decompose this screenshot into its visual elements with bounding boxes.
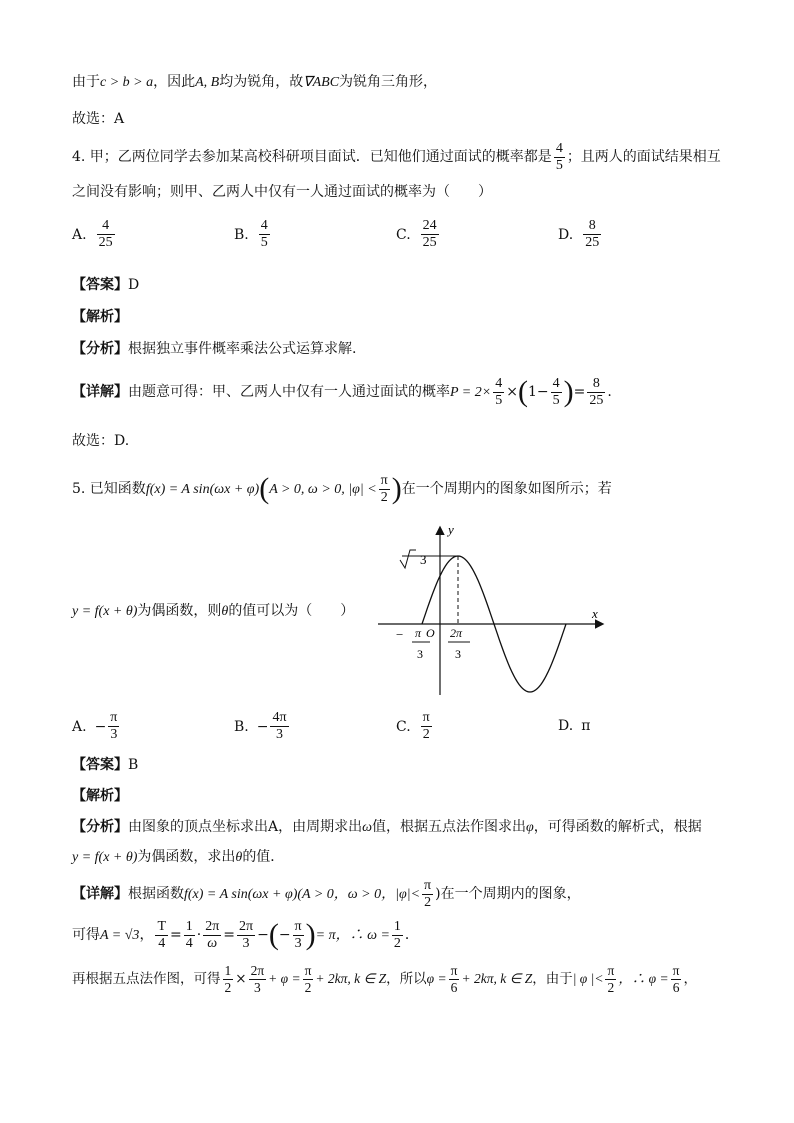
- paren-left: (: [259, 472, 270, 505]
- q4-stem-line2: 之间没有影响；则甲、乙两人中仅有一人通过面试的概率为（ ）: [72, 184, 492, 200]
- numerator: T: [157, 918, 166, 934]
- text: 值，根据五点法作图求出: [372, 819, 526, 835]
- option-letter: A.: [72, 226, 87, 243]
- q4-option-a: [72, 218, 117, 251]
- xiangjie-tag: 【详解】: [72, 384, 128, 400]
- text: 由题意可得：甲、乙两人中仅有一人通过面试的概率: [128, 384, 450, 400]
- numerator: 8: [583, 218, 601, 235]
- math: φ =: [426, 971, 447, 986]
- option-letter: D.: [558, 718, 574, 734]
- q4-xiangjie: [72, 372, 612, 413]
- paren-left: (: [268, 918, 279, 951]
- denominator: 25: [589, 392, 604, 408]
- text: ，: [139, 927, 154, 943]
- math: ∇ABC: [303, 75, 340, 90]
- fraction: [554, 141, 565, 174]
- answer-value: B: [128, 757, 139, 773]
- text: )在一个周期内的图象，: [435, 886, 581, 902]
- math: P = 2×: [450, 385, 492, 400]
- denominator: 4: [158, 935, 166, 951]
- analysis-tag: 【解析】: [72, 309, 128, 325]
- q5-option-d: [558, 718, 590, 734]
- answer-value: D: [128, 277, 140, 293]
- numerator: π: [450, 963, 458, 978]
- numerator: 2π: [205, 918, 220, 934]
- text: 再根据五点法作图，可得: [72, 971, 221, 987]
- denominator: 5: [555, 157, 563, 173]
- q5-option-a: [72, 710, 121, 743]
- xiangjie-tag: 【详解】: [72, 886, 128, 902]
- origin-label: O: [426, 626, 435, 640]
- fraction: [155, 919, 168, 952]
- denominator: 3: [294, 935, 302, 951]
- option-value: [95, 710, 122, 743]
- math: ×: [235, 971, 247, 987]
- sqrt-value: 3: [420, 552, 427, 567]
- fraction: [237, 919, 255, 952]
- q5-analysis-tag: [72, 787, 128, 805]
- denominator: 25: [98, 235, 113, 250]
- text: .: [607, 384, 612, 400]
- numerator: 4: [555, 140, 563, 156]
- q4-option-b: [234, 218, 272, 251]
- math: =: [573, 384, 586, 400]
- paren-right: ): [391, 472, 402, 505]
- denominator: 6: [672, 980, 680, 995]
- text: 根据函数: [128, 886, 184, 902]
- denominator: 2: [224, 980, 232, 995]
- text: ，: [683, 971, 697, 987]
- math: ω: [362, 820, 372, 835]
- numerator: π: [294, 918, 302, 934]
- denominator: 5: [495, 392, 503, 408]
- numerator: 1: [224, 963, 232, 978]
- denominator: 3: [276, 727, 284, 742]
- denominator: 5: [260, 235, 268, 250]
- option-letter: C.: [396, 718, 411, 735]
- math: A, B: [195, 75, 220, 90]
- option-letter: C.: [396, 226, 411, 243]
- math: | φ |<: [572, 971, 604, 986]
- fraction: [97, 218, 115, 251]
- denominator: 6: [450, 980, 458, 995]
- choose-line: 故选：A: [72, 111, 125, 127]
- fraction: [422, 878, 433, 911]
- math: = π，∴ ω =: [315, 928, 390, 943]
- numerator: 1: [185, 918, 193, 934]
- fraction: [671, 963, 682, 996]
- sine-graph: [370, 520, 610, 700]
- math: + 2kπ, k ∈ Z: [315, 971, 387, 986]
- y-axis-label: y: [448, 522, 454, 537]
- numerator: 2π: [239, 918, 254, 934]
- text: 为锐角三角形，: [339, 74, 438, 90]
- q5-fenxi-line1: [72, 818, 702, 837]
- numerator: 4π: [272, 710, 287, 725]
- fraction: [270, 710, 288, 743]
- denominator: 2: [424, 894, 432, 910]
- paren-left: (: [517, 375, 528, 408]
- fraction: [259, 218, 270, 251]
- math: f(x) = A sin(ωx + φ)(A > 0: [184, 887, 334, 902]
- q4-fenxi: [72, 340, 356, 358]
- fraction: [587, 376, 605, 409]
- answer-tag: 【答案】: [72, 757, 128, 773]
- denominator: 2: [607, 980, 615, 995]
- q5-stem-line1: [72, 470, 612, 509]
- option-value: [257, 710, 291, 743]
- numerator: 2π: [250, 963, 265, 978]
- text: ，由于: [532, 971, 573, 987]
- pos-label-den: 3: [455, 647, 461, 661]
- answer-tag: 【答案】: [72, 277, 128, 293]
- math: c > b > a: [100, 75, 154, 90]
- denominator: 4: [185, 935, 193, 951]
- text: 为偶函数，求出: [137, 849, 236, 865]
- sign: −: [256, 718, 269, 735]
- paren-right: ): [305, 918, 316, 951]
- q5-xiangjie-line3: [72, 960, 697, 998]
- q4-answer: [72, 276, 139, 294]
- numerator: π: [380, 472, 388, 488]
- denominator: 25: [422, 235, 437, 250]
- pos-label-num: 2π: [450, 626, 463, 640]
- text: ，所以: [386, 971, 427, 987]
- math: ，|φ|<: [381, 887, 421, 902]
- math: ，∴ φ =: [618, 971, 669, 986]
- fraction: [421, 710, 432, 743]
- fraction: [303, 963, 314, 996]
- math: ×: [506, 384, 518, 400]
- fraction: [203, 919, 221, 952]
- math: φ: [526, 820, 534, 835]
- numerator: 4: [552, 375, 560, 391]
- text: 由图象的顶点坐标求出A，由周期求出: [128, 819, 363, 835]
- q5-option-c: [396, 710, 434, 743]
- fraction: [421, 218, 439, 251]
- q5-option-b: [234, 710, 291, 743]
- denominator: ω: [207, 935, 218, 951]
- math: y = f(x + θ): [72, 604, 138, 619]
- text: 为偶函数，则: [137, 603, 222, 619]
- analysis-tag: 【解析】: [72, 788, 128, 804]
- paren-right: ): [563, 375, 574, 408]
- q4-option-c: [396, 218, 441, 251]
- math: θ: [221, 604, 229, 619]
- denominator: 25: [585, 235, 600, 250]
- fraction: [605, 963, 616, 996]
- neg-label-num: π: [415, 626, 422, 640]
- fenxi-tag: 【分析】: [72, 819, 128, 835]
- q4-stem-line1: [72, 140, 721, 174]
- denominator: 2: [380, 489, 388, 505]
- text: 的值可以为（ ）: [228, 603, 355, 619]
- text: 在一个周期内的图象如图所示；若: [401, 481, 612, 497]
- numerator: π: [304, 963, 312, 978]
- option-value: π: [581, 718, 591, 734]
- text: 由于: [72, 74, 100, 90]
- math: θ: [235, 850, 243, 865]
- q5-xiangjie-line2: [72, 916, 419, 955]
- denominator: 2: [422, 727, 430, 742]
- denominator: 5: [552, 392, 560, 408]
- option-letter: D.: [558, 226, 574, 243]
- numerator: π: [110, 710, 118, 725]
- text: 4. 甲；乙两位同学去参加某高校科研项目面试．已知他们通过面试的概率都是: [72, 149, 552, 165]
- numerator: 4: [97, 218, 115, 235]
- denominator: 3: [253, 980, 261, 995]
- fraction: [583, 218, 601, 251]
- numerator: π: [672, 963, 680, 978]
- fraction: [223, 963, 234, 996]
- math: + 2kπ, k ∈ Z: [461, 971, 533, 986]
- neg-label-den: 3: [417, 647, 423, 661]
- text: 均为锐角，故: [219, 74, 304, 90]
- fraction: [184, 919, 195, 952]
- math: ，ω > 0: [333, 887, 382, 902]
- q5-fenxi-line2: [72, 848, 284, 867]
- sqrt-sign: [400, 550, 416, 568]
- fraction: [392, 919, 403, 952]
- fraction: [293, 919, 304, 952]
- fraction: [379, 473, 390, 506]
- fraction: [108, 710, 119, 743]
- math: + φ =: [268, 971, 301, 986]
- denominator: 2: [393, 935, 401, 951]
- text: 根据独立事件概率乘法公式运算求解.: [128, 341, 357, 357]
- math: y = f(x + θ): [72, 850, 138, 865]
- text: ；且两人的面试结果相互: [566, 149, 721, 165]
- text: 可得: [72, 927, 100, 943]
- text: 5. 已知函数: [72, 481, 146, 497]
- numerator: 4: [495, 375, 503, 391]
- conclusion-line: [72, 73, 437, 92]
- fraction: [551, 376, 562, 409]
- math: A > 0, ω > 0, |φ| <: [269, 482, 377, 497]
- numerator: π: [422, 710, 430, 725]
- numerator: 24: [422, 218, 437, 233]
- numerator: 1: [393, 918, 401, 934]
- text: ．: [404, 927, 419, 943]
- option-letter: A.: [72, 718, 87, 735]
- fenxi-tag: 【分析】: [72, 341, 128, 357]
- neg-sign: −: [396, 627, 404, 642]
- numerator: π: [607, 963, 615, 978]
- numerator: 4: [260, 218, 268, 233]
- x-axis-label: x: [592, 606, 598, 621]
- text: ，因此: [153, 74, 196, 90]
- math: ·: [196, 927, 202, 943]
- fraction: [249, 963, 267, 996]
- option-letter: B.: [234, 226, 249, 243]
- q5-stem-line2: [72, 602, 354, 621]
- q4-analysis-tag: [72, 308, 128, 326]
- sign: −: [94, 718, 107, 735]
- fraction: [493, 376, 504, 409]
- denominator: 2: [304, 980, 312, 995]
- math: =: [170, 927, 182, 943]
- math: A = √3: [100, 928, 140, 943]
- text: 的值．: [242, 849, 285, 865]
- denominator: 3: [110, 727, 118, 742]
- numerator: 8: [587, 376, 605, 393]
- option-letter: B.: [234, 718, 249, 735]
- math: −: [278, 927, 291, 943]
- math: =: [223, 927, 235, 943]
- math: f(x) = A sin(ωx + φ): [145, 482, 260, 497]
- math: −: [257, 927, 269, 943]
- q5-xiangjie-line1: [72, 876, 581, 913]
- q4-choose: 故选：D.: [72, 433, 130, 449]
- math: 1−: [527, 384, 549, 400]
- fraction: [449, 963, 460, 996]
- text: ，可得函数的解析式，根据: [533, 819, 702, 835]
- q4-option-d: [558, 218, 603, 251]
- q5-answer: [72, 756, 138, 774]
- denominator: 3: [242, 935, 250, 951]
- numerator: π: [424, 877, 432, 893]
